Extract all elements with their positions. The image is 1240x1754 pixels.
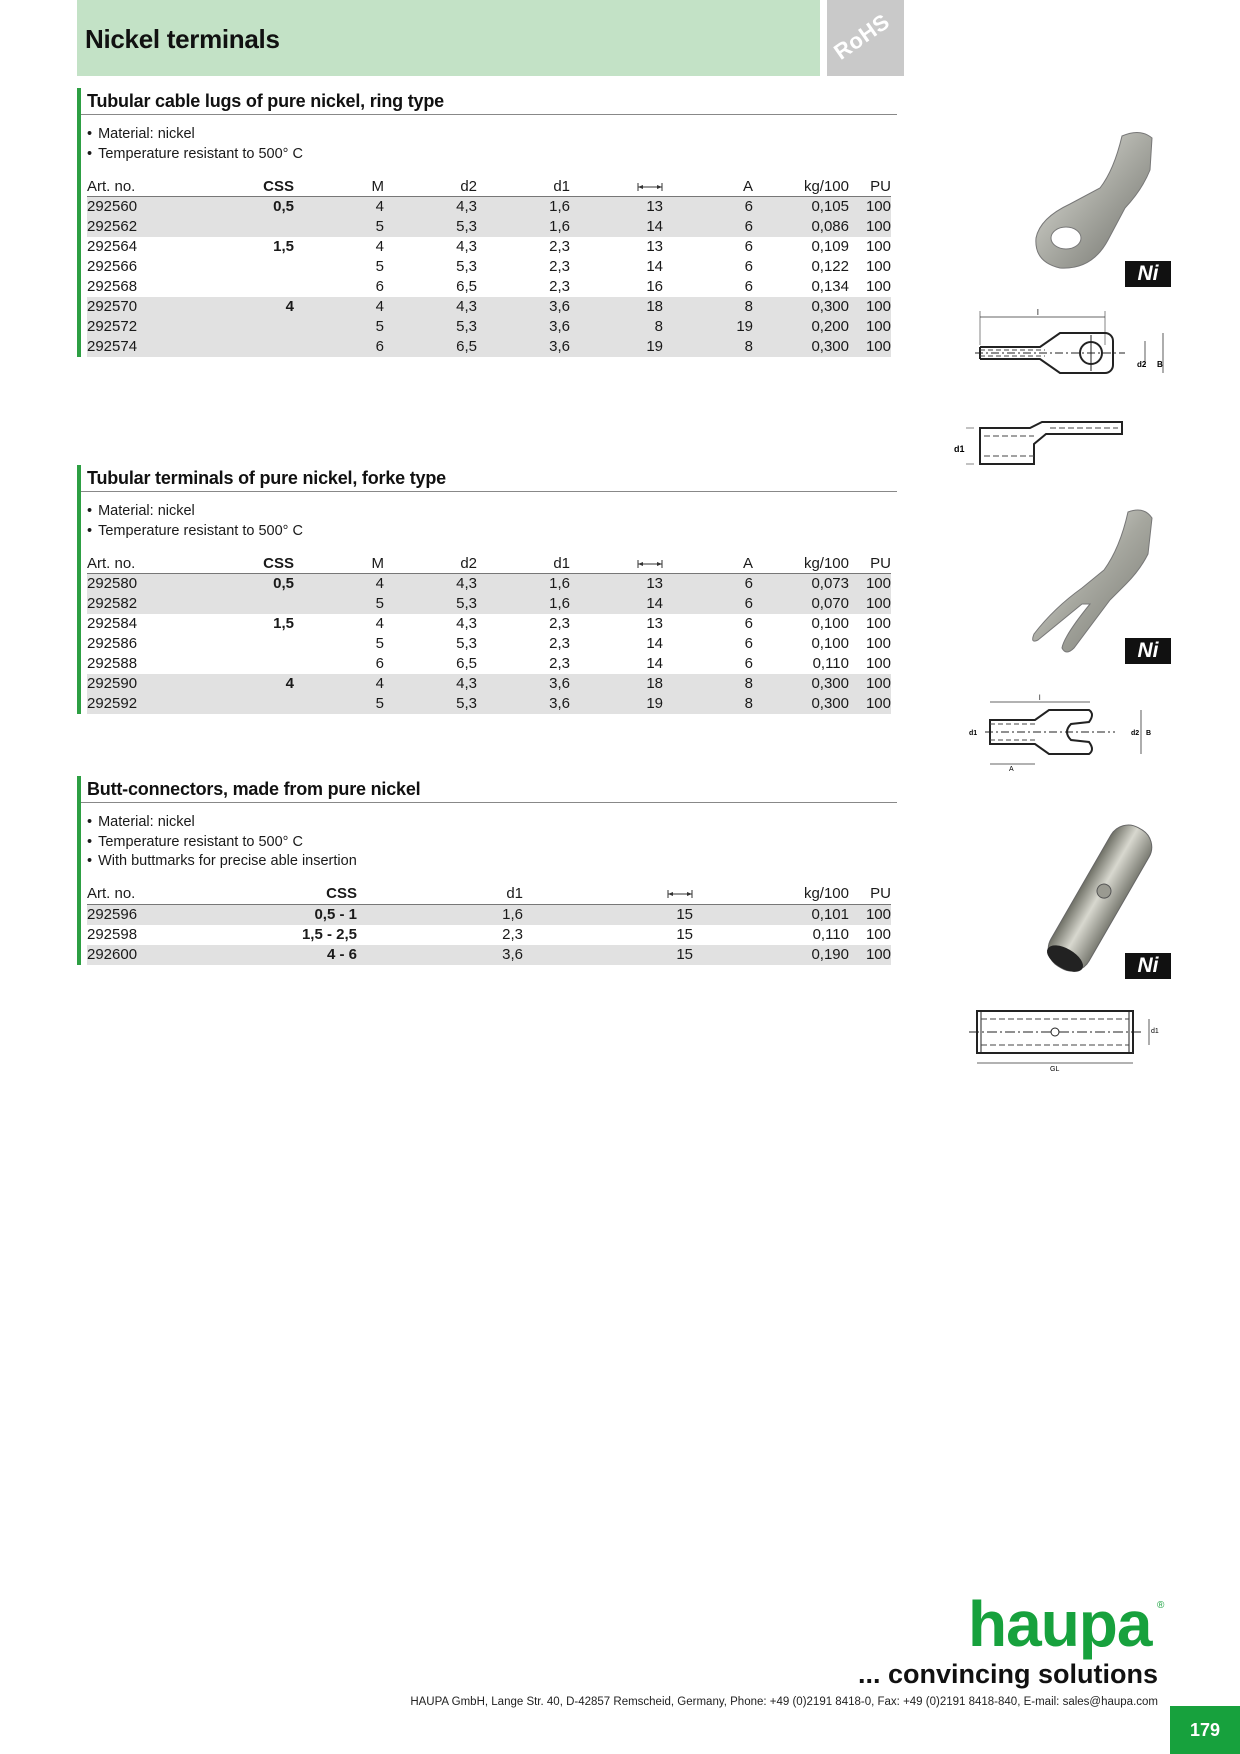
table-row bbox=[87, 654, 891, 674]
table-cell: 292570 bbox=[87, 297, 177, 317]
table-cell: 15 bbox=[523, 904, 693, 925]
table-row bbox=[87, 217, 891, 237]
dimension-label-l: l bbox=[1039, 695, 1041, 702]
table-cell: 1,5 - 2,5 bbox=[301, 925, 357, 943]
col-d2: d2 bbox=[384, 553, 477, 574]
table-cell: 2,3 bbox=[549, 615, 570, 632]
col-weight: kg/100 bbox=[753, 176, 849, 197]
table-cell: 292562 bbox=[87, 217, 177, 237]
table-cell: 15 bbox=[523, 945, 693, 965]
table-cell: 292592 bbox=[87, 694, 177, 714]
table-cell: 100 bbox=[865, 278, 891, 295]
col-d2: d2 bbox=[384, 176, 477, 197]
table-cell: 292588 bbox=[87, 655, 138, 672]
table-cell: 100 bbox=[865, 655, 891, 672]
table-row bbox=[87, 297, 891, 317]
table-header-row bbox=[87, 176, 891, 197]
table-cell: 5 bbox=[294, 694, 384, 714]
table-cell: 14 bbox=[646, 655, 663, 672]
table-cell: 0,109 bbox=[811, 238, 849, 255]
table-row bbox=[87, 945, 891, 965]
table-row bbox=[87, 634, 891, 654]
table-cell: 4,3 bbox=[456, 238, 477, 255]
product-table bbox=[87, 553, 891, 714]
table-cell: 1,5 bbox=[273, 238, 294, 255]
table-cell: 100 bbox=[849, 217, 891, 237]
table-cell: 6 bbox=[744, 655, 753, 672]
page-header bbox=[77, 0, 820, 76]
table-cell: 5,3 bbox=[384, 694, 477, 714]
col-pu: PU bbox=[849, 553, 891, 574]
table-row bbox=[87, 694, 891, 714]
table-cell: 3,6 bbox=[477, 317, 570, 337]
table-row bbox=[87, 614, 891, 634]
table-cell: 18 bbox=[570, 297, 663, 317]
table-row bbox=[87, 594, 891, 614]
table-cell: 1,6 bbox=[477, 197, 570, 218]
table-cell: 100 bbox=[849, 197, 891, 218]
rohs-label: RoHS bbox=[829, 8, 895, 65]
col-pu: PU bbox=[849, 176, 891, 197]
table-cell: 5,3 bbox=[384, 217, 477, 237]
table-cell: 292568 bbox=[87, 278, 138, 295]
table-cell: 0,100 bbox=[811, 635, 849, 652]
ring-lug-plan-drawing bbox=[965, 305, 1175, 395]
dimension-label-d1: d1 bbox=[969, 730, 978, 737]
col-d1: d1 bbox=[357, 884, 523, 905]
feature-list bbox=[87, 813, 894, 872]
table-cell: 4,3 bbox=[384, 297, 477, 317]
table-cell: 292564 bbox=[87, 238, 138, 255]
table-header-row bbox=[87, 553, 891, 574]
table-cell: 6 bbox=[744, 258, 753, 275]
table-cell: 2,3 bbox=[549, 238, 570, 255]
table-cell: 5 bbox=[294, 594, 384, 614]
dimension-label-d1: d1 bbox=[1151, 1028, 1159, 1035]
table-cell bbox=[177, 317, 294, 337]
table-cell: 0,110 bbox=[812, 655, 849, 672]
table-cell: 0,070 bbox=[753, 594, 849, 614]
table-cell: 6,5 bbox=[456, 655, 477, 672]
table-cell bbox=[177, 217, 294, 237]
table-cell: 0,190 bbox=[693, 945, 849, 965]
table-cell: 0,110 bbox=[812, 925, 849, 943]
dimension-label-gl: GL bbox=[1050, 1066, 1060, 1073]
section-fork-type bbox=[77, 465, 894, 714]
table-cell: 292566 bbox=[87, 258, 138, 275]
table-cell: 0,300 bbox=[753, 674, 849, 694]
col-a: A bbox=[663, 176, 753, 197]
table-cell: 13 bbox=[646, 238, 663, 255]
table-cell: 2,3 bbox=[549, 655, 570, 672]
table-cell: 8 bbox=[663, 337, 753, 357]
table-cell: 4 bbox=[177, 674, 294, 694]
col-length bbox=[570, 176, 663, 197]
table-cell: 5 bbox=[375, 258, 384, 275]
table-cell: 292582 bbox=[87, 594, 177, 614]
table-cell: 6 bbox=[375, 278, 384, 295]
table-cell bbox=[177, 634, 294, 654]
table-cell: 0,300 bbox=[753, 297, 849, 317]
nickel-badge: Ni bbox=[1125, 638, 1171, 664]
col-weight: kg/100 bbox=[753, 553, 849, 574]
table-cell bbox=[177, 337, 294, 357]
table-cell: 0,122 bbox=[811, 258, 849, 275]
col-art-no: Art. no. bbox=[87, 176, 177, 197]
table-cell: 2,3 bbox=[549, 635, 570, 652]
feature-item: • Material: nickel bbox=[87, 125, 894, 145]
nickel-badge: Ni bbox=[1125, 261, 1171, 287]
table-cell: 100 bbox=[849, 674, 891, 694]
table-cell: 16 bbox=[646, 278, 663, 295]
table-cell: 100 bbox=[865, 635, 891, 652]
table-row bbox=[87, 257, 891, 277]
table-cell: 14 bbox=[646, 258, 663, 275]
page-number: 179 bbox=[1170, 1706, 1240, 1754]
section-title: Tubular cable lugs of pure nickel, ring type bbox=[81, 88, 897, 115]
section-title: Butt-connectors, made from pure nickel bbox=[81, 776, 897, 803]
rohs-badge bbox=[827, 0, 904, 76]
table-cell: 6 bbox=[744, 278, 753, 295]
haupa-logo: haupa bbox=[968, 1588, 1152, 1660]
table-cell: 100 bbox=[849, 317, 891, 337]
table-cell: 100 bbox=[849, 337, 891, 357]
col-css: CSS bbox=[177, 176, 294, 197]
table-cell: 100 bbox=[849, 945, 891, 965]
feature-item: • Material: nickel bbox=[87, 502, 894, 522]
table-cell: 2,3 bbox=[549, 258, 570, 275]
table-cell: 4 bbox=[294, 574, 384, 595]
table-cell: 4 bbox=[375, 615, 384, 632]
table-cell: 292598 bbox=[87, 925, 138, 943]
table-cell: 100 bbox=[849, 297, 891, 317]
table-cell: 292574 bbox=[87, 337, 177, 357]
feature-item: • With buttmarks for precise able insertion bbox=[87, 852, 894, 872]
col-length bbox=[570, 553, 663, 574]
table-cell: 0,101 bbox=[693, 904, 849, 925]
table-cell: 14 bbox=[570, 594, 663, 614]
table-cell: 3,6 bbox=[477, 674, 570, 694]
col-weight: kg/100 bbox=[693, 884, 849, 905]
col-m: M bbox=[294, 553, 384, 574]
table-header-row bbox=[87, 884, 891, 905]
table-row bbox=[87, 904, 891, 925]
table-cell: 1,6 bbox=[477, 594, 570, 614]
length-dimension-icon bbox=[667, 890, 693, 898]
table-cell: 6 bbox=[294, 337, 384, 357]
dimension-label-l: l bbox=[1037, 308, 1039, 317]
feature-list bbox=[87, 125, 894, 164]
table-cell: 14 bbox=[646, 635, 663, 652]
col-m: M bbox=[294, 176, 384, 197]
col-css: CSS bbox=[177, 884, 357, 905]
feature-list bbox=[87, 502, 894, 541]
length-dimension-icon bbox=[637, 560, 663, 568]
table-cell: 292596 bbox=[87, 904, 177, 925]
col-art-no: Art. no. bbox=[87, 553, 177, 574]
feature-item: • Temperature resistant to 500° C bbox=[87, 145, 894, 165]
table-cell: 5 bbox=[294, 317, 384, 337]
table-cell: 0,200 bbox=[753, 317, 849, 337]
table-cell: 1,6 bbox=[357, 904, 523, 925]
col-length bbox=[523, 884, 693, 905]
table-cell: 3,6 bbox=[357, 945, 523, 965]
col-css: CSS bbox=[177, 553, 294, 574]
table-cell: 0,300 bbox=[753, 337, 849, 357]
table-row bbox=[87, 317, 891, 337]
table-cell: 3,6 bbox=[477, 694, 570, 714]
table-cell: 6 bbox=[663, 197, 753, 218]
col-pu: PU bbox=[849, 884, 891, 905]
table-cell: 100 bbox=[849, 574, 891, 595]
section-ring-type bbox=[77, 88, 894, 357]
table-cell: 0,5 - 1 bbox=[177, 904, 357, 925]
table-cell: 6,5 bbox=[456, 278, 477, 295]
table-row bbox=[87, 337, 891, 357]
table-cell: 100 bbox=[849, 694, 891, 714]
tagline: ... convincing solutions bbox=[857, 1659, 1158, 1689]
table-cell: 3,6 bbox=[477, 337, 570, 357]
table-cell: 4 bbox=[294, 197, 384, 218]
fork-terminal-drawing bbox=[965, 692, 1155, 772]
nickel-badge: Ni bbox=[1125, 953, 1171, 979]
dimension-label-d2: d2 bbox=[1131, 730, 1140, 737]
table-cell: 0,100 bbox=[811, 615, 849, 632]
table-cell: 1,6 bbox=[477, 217, 570, 237]
feature-item: • Material: nickel bbox=[87, 813, 894, 833]
dimension-label-a: A bbox=[1009, 766, 1014, 772]
table-cell: 5 bbox=[375, 635, 384, 652]
table-cell: 2,3 bbox=[549, 278, 570, 295]
table-cell: 4,3 bbox=[384, 574, 477, 595]
table-cell: 6 bbox=[375, 655, 384, 672]
table-cell: 6 bbox=[663, 217, 753, 237]
table-cell: 8 bbox=[663, 297, 753, 317]
table-cell: 14 bbox=[570, 217, 663, 237]
dimension-label-d1: d1 bbox=[954, 444, 965, 454]
table-cell: 100 bbox=[849, 594, 891, 614]
table-cell: 6 bbox=[663, 594, 753, 614]
table-cell: 4 bbox=[375, 238, 384, 255]
table-cell: 6 bbox=[744, 238, 753, 255]
col-d1: d1 bbox=[477, 553, 570, 574]
table-cell: 100 bbox=[849, 904, 891, 925]
table-cell: 292586 bbox=[87, 635, 138, 652]
section-title: Tubular terminals of pure nickel, forke type bbox=[81, 465, 897, 492]
table-cell: 8 bbox=[663, 674, 753, 694]
table-cell: 19 bbox=[570, 694, 663, 714]
table-cell: 0,5 bbox=[177, 197, 294, 218]
product-table bbox=[87, 176, 891, 357]
table-cell: 4 bbox=[294, 297, 384, 317]
table-cell: 100 bbox=[865, 238, 891, 255]
table-cell: 0,5 bbox=[177, 574, 294, 595]
feature-item: • Temperature resistant to 500° C bbox=[87, 522, 894, 542]
table-cell: 6 bbox=[744, 615, 753, 632]
company-address: HAUPA GmbH, Lange Str. 40, D-42857 Remscheid, Germany, Phone: +49 (0)2191 8418-0, Fax: +49 (0)2191 8418-840, E-mail: sales@haupa.com bbox=[410, 1696, 1158, 1708]
table-cell: 8 bbox=[570, 317, 663, 337]
table-cell: 0,073 bbox=[753, 574, 849, 595]
table-cell: 5,3 bbox=[456, 635, 477, 652]
table-cell: 4 bbox=[177, 297, 294, 317]
length-dimension-icon bbox=[637, 183, 663, 191]
ring-lug-side-drawing bbox=[950, 420, 1130, 470]
table-cell: 13 bbox=[570, 197, 663, 218]
butt-connector-drawing bbox=[965, 1003, 1165, 1073]
dimension-label-d2: d2 bbox=[1137, 360, 1147, 369]
table-cell: 292580 bbox=[87, 574, 177, 595]
table-cell: 292600 bbox=[87, 945, 177, 965]
table-cell: 3,6 bbox=[477, 297, 570, 317]
col-d1: d1 bbox=[477, 176, 570, 197]
dimension-label-b: B bbox=[1157, 360, 1163, 369]
col-art-no: Art. no. bbox=[87, 884, 177, 905]
table-cell: 100 bbox=[865, 615, 891, 632]
product-table bbox=[87, 884, 891, 965]
table-cell: 292590 bbox=[87, 674, 177, 694]
table-cell: 2,3 bbox=[502, 925, 523, 943]
table-cell bbox=[177, 694, 294, 714]
table-cell bbox=[177, 277, 294, 297]
table-cell: 5,3 bbox=[384, 594, 477, 614]
table-cell: 0,300 bbox=[753, 694, 849, 714]
table-cell: 100 bbox=[865, 925, 891, 943]
table-cell bbox=[177, 654, 294, 674]
table-cell bbox=[177, 594, 294, 614]
table-cell: 13 bbox=[646, 615, 663, 632]
table-cell: 4,3 bbox=[384, 674, 477, 694]
col-a: A bbox=[663, 553, 753, 574]
table-cell: 6 bbox=[663, 574, 753, 595]
table-cell: 0,086 bbox=[753, 217, 849, 237]
table-cell: 5,3 bbox=[456, 258, 477, 275]
feature-item: • Temperature resistant to 500° C bbox=[87, 833, 894, 853]
table-row bbox=[87, 277, 891, 297]
table-cell bbox=[177, 257, 294, 277]
table-cell: 292584 bbox=[87, 615, 138, 632]
registered-mark: ® bbox=[1157, 1600, 1165, 1611]
table-cell: 4 - 6 bbox=[177, 945, 357, 965]
table-cell: 0,105 bbox=[753, 197, 849, 218]
table-cell: 0,134 bbox=[811, 278, 849, 295]
table-cell: 15 bbox=[676, 925, 693, 943]
table-cell: 5,3 bbox=[384, 317, 477, 337]
section-butt-connectors bbox=[77, 776, 894, 965]
table-cell: 1,6 bbox=[477, 574, 570, 595]
table-row bbox=[87, 574, 891, 595]
table-cell: 18 bbox=[570, 674, 663, 694]
page-title: Nickel terminals bbox=[85, 24, 280, 54]
table-cell: 5 bbox=[294, 217, 384, 237]
table-row bbox=[87, 925, 891, 945]
table-cell: 100 bbox=[865, 258, 891, 275]
table-row bbox=[87, 237, 891, 257]
table-cell: 1,5 bbox=[273, 615, 294, 632]
table-cell: 8 bbox=[663, 694, 753, 714]
table-cell: 292572 bbox=[87, 317, 177, 337]
table-cell: 6,5 bbox=[384, 337, 477, 357]
table-cell: 4,3 bbox=[384, 197, 477, 218]
dimension-label-b: B bbox=[1146, 730, 1152, 737]
table-cell: 4 bbox=[294, 674, 384, 694]
table-cell: 292560 bbox=[87, 197, 177, 218]
table-cell: 19 bbox=[570, 337, 663, 357]
table-cell: 19 bbox=[663, 317, 753, 337]
table-cell: 6 bbox=[744, 635, 753, 652]
table-cell: 4,3 bbox=[456, 615, 477, 632]
table-row bbox=[87, 674, 891, 694]
table-row bbox=[87, 197, 891, 218]
table-cell: 13 bbox=[570, 574, 663, 595]
